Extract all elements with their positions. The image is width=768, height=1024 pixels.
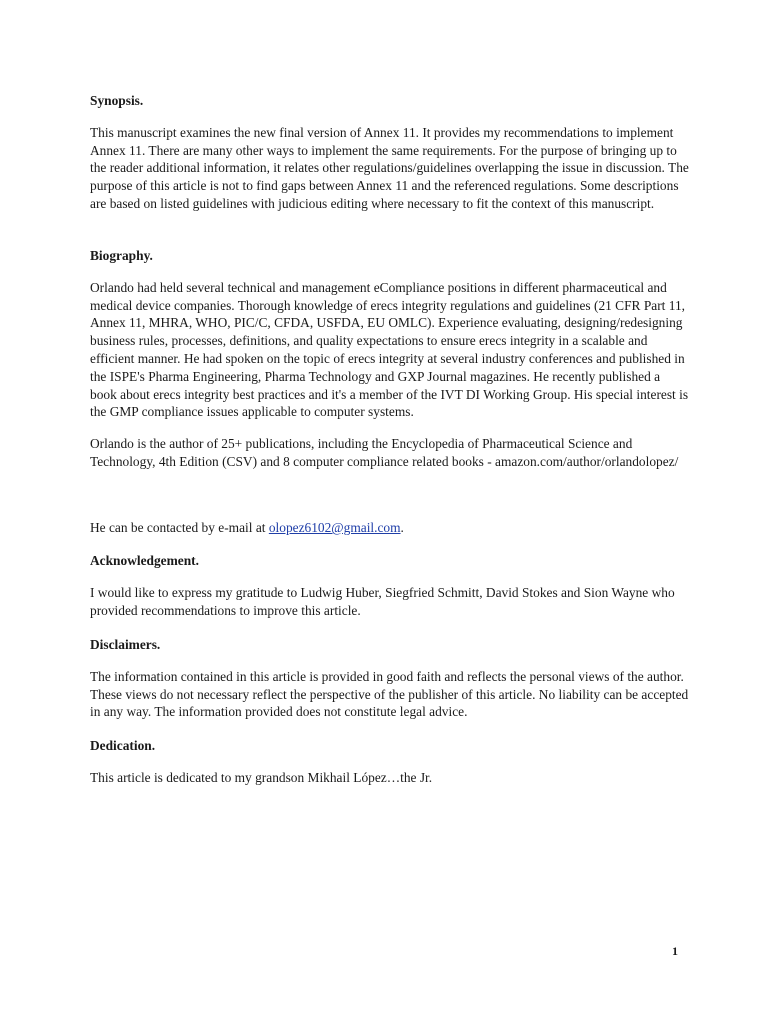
disclaimers-section <box>90 636 690 735</box>
publications-paragraph: Orlando is the author of 25+ publications, including the Encyclopedia of Pharmaceutical Science and Technology, 4th Edition (CSV) and 8 computer compliance related books - amazon.com/author/orlandolopez/ <box>90 436 679 469</box>
disclaimers-paragraph: The information contained in this article is provided in good faith and reflects the personal views of the author. These views do not necessary reflect the perspective of the publisher of this article. No liability can be accepted in any way. The information provided does not constitute legal advice. <box>90 668 689 720</box>
synopsis-heading: Synopsis. <box>90 93 144 108</box>
dedication-paragraph: This article is dedicated to my grandson Mikhail López…the Jr. <box>90 769 433 785</box>
biography-heading: Biography. <box>90 248 153 263</box>
acknowledgement-paragraph: I would like to express my gratitude to Ludwig Huber, Siegfried Schmitt, David Stokes and Sion Wayne who provided recommendations to improve this article. <box>90 584 675 618</box>
biography-paragraph: Orlando had held several technical and management eCompliance positions in different pharmaceutical and medical device companies. Thorough knowledge of erecs integrity regulations and guidelines (21 CFR Part 11, Annex 11, MHRA, WHO, PIC/C, CFDA, USFDA, EU OMLC). Experience evaluating, designing/redesigning business rules, processes, definitions, and quality expectations to ensure erecs integrity in a scalable and efficient manner. He had spoken on the topic of erecs integrity at several industry conferences and published in the ISPE's Pharma Engineering, Pharma Technology and GXP Journal magazines. He recently published a book about erecs integrity best practices and it's a member of the IVT DI Working Group. His special interest is the GMP compliance issues applicable to computer systems. <box>90 279 689 420</box>
biography-section <box>90 247 690 485</box>
acknowledgement-heading: Acknowledgement. <box>90 553 199 568</box>
email-link[interactable]: olopez6102@gmail.com <box>268 520 401 535</box>
synopsis-section <box>90 92 690 227</box>
contact-paragraph <box>90 519 690 537</box>
disclaimers-heading: Disclaimers. <box>90 637 161 652</box>
dedication-heading: Dedication. <box>90 738 156 753</box>
page-number: 1 <box>672 944 678 958</box>
acknowledgement-section <box>90 552 690 633</box>
contact-suffix: . <box>400 520 404 535</box>
contact-section <box>90 519 690 551</box>
dedication-section <box>90 737 690 801</box>
synopsis-paragraph: This manuscript examines the new final version of Annex 11. It provides my recommendations to implement Annex 11. There are many other ways to implement the same requirements. For the purpose of bringing up to the reader additional information, it relates other regulations/guidelines overlapping the issue in discussion. The purpose of this article is not to find gaps between Annex 11 and the referenced regulations. Some descriptions are based on listed guidelines with judicious editing where necessary to fit the context of this manuscript. <box>90 124 689 211</box>
contact-prefix: He can be contacted by e-mail at <box>90 520 269 535</box>
